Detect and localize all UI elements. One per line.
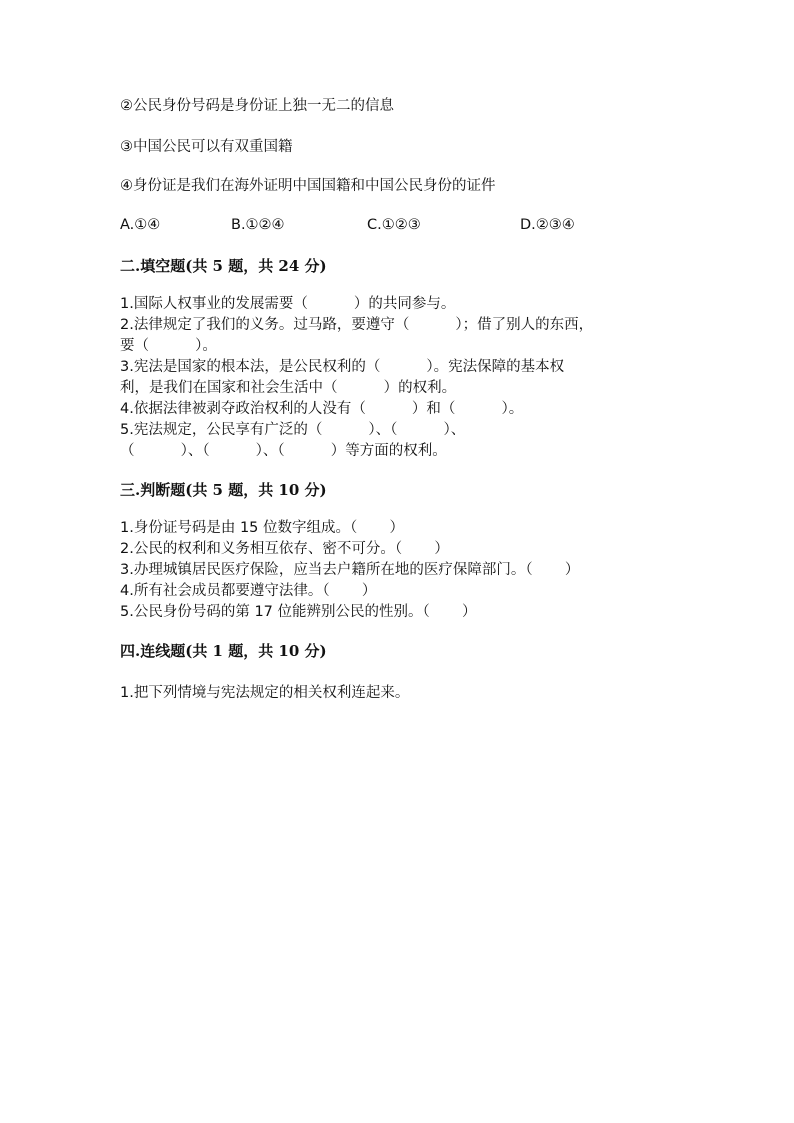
fill-in-line-6: 4.依据法律被剥夺政治权利的人没有（ ）和（ ）。 — [120, 401, 524, 417]
choice-statement-2: ②公民身份号码是身份证上独一无二的信息 — [120, 98, 394, 114]
section-heading-true-false: 三.判断题(共 5 题，共 10 分) — [120, 481, 327, 499]
fill-in-line-7: 5.宪法规定，公民享有广泛的（ ）、（ ）、 — [120, 422, 466, 438]
true-false-line-2: 2.公民的权利和义务相互依存、密不可分。（ ） — [120, 541, 449, 557]
option-a: A.①④ — [120, 217, 161, 233]
choice-statement-4: ④身份证是我们在海外证明中国国籍和中国公民身份的证件 — [120, 178, 496, 194]
option-d: D.②③④ — [520, 217, 575, 233]
fill-in-line-1: 1.国际人权事业的发展需要（ ）的共同参与。 — [120, 296, 456, 312]
true-false-line-5: 5.公民身份号码的第 17 位能辨别公民的性别。（ ） — [120, 604, 477, 620]
fill-in-line-2: 2.法律规定了我们的义务。过马路，要遵守（ ）；借了别人的东西， — [120, 317, 594, 333]
section-heading-fill-in: 二.填空题(共 5 题，共 24 分) — [120, 257, 327, 275]
choice-statement-3: ③中国公民可以有双重国籍 — [120, 139, 293, 155]
fill-in-line-8: （ ）、（ ）、（ ）等方面的权利。 — [120, 443, 447, 459]
fill-in-line-5: 利，是我们在国家和社会生活中（ ）的权利。 — [120, 380, 457, 396]
section-heading-matching: 四.连线题(共 1 题，共 10 分) — [120, 642, 327, 660]
true-false-line-1: 1.身份证号码是由 15 位数字组成。（ ） — [120, 520, 405, 536]
option-c: C.①②③ — [367, 217, 421, 233]
fill-in-line-4: 3.宪法是国家的根本法，是公民权利的（ ）。宪法保障的基本权 — [120, 359, 565, 375]
true-false-line-3: 3.办理城镇居民医疗保险，应当去户籍所在地的医疗保障部门。（ ） — [120, 562, 580, 578]
matching-line-1: 1.把下列情境与宪法规定的相关权利连起来。 — [120, 685, 410, 701]
option-b: B.①②④ — [231, 217, 285, 233]
true-false-line-4: 4.所有社会成员都要遵守法律。（ ） — [120, 583, 377, 599]
fill-in-line-3: 要（ ）。 — [120, 338, 217, 354]
